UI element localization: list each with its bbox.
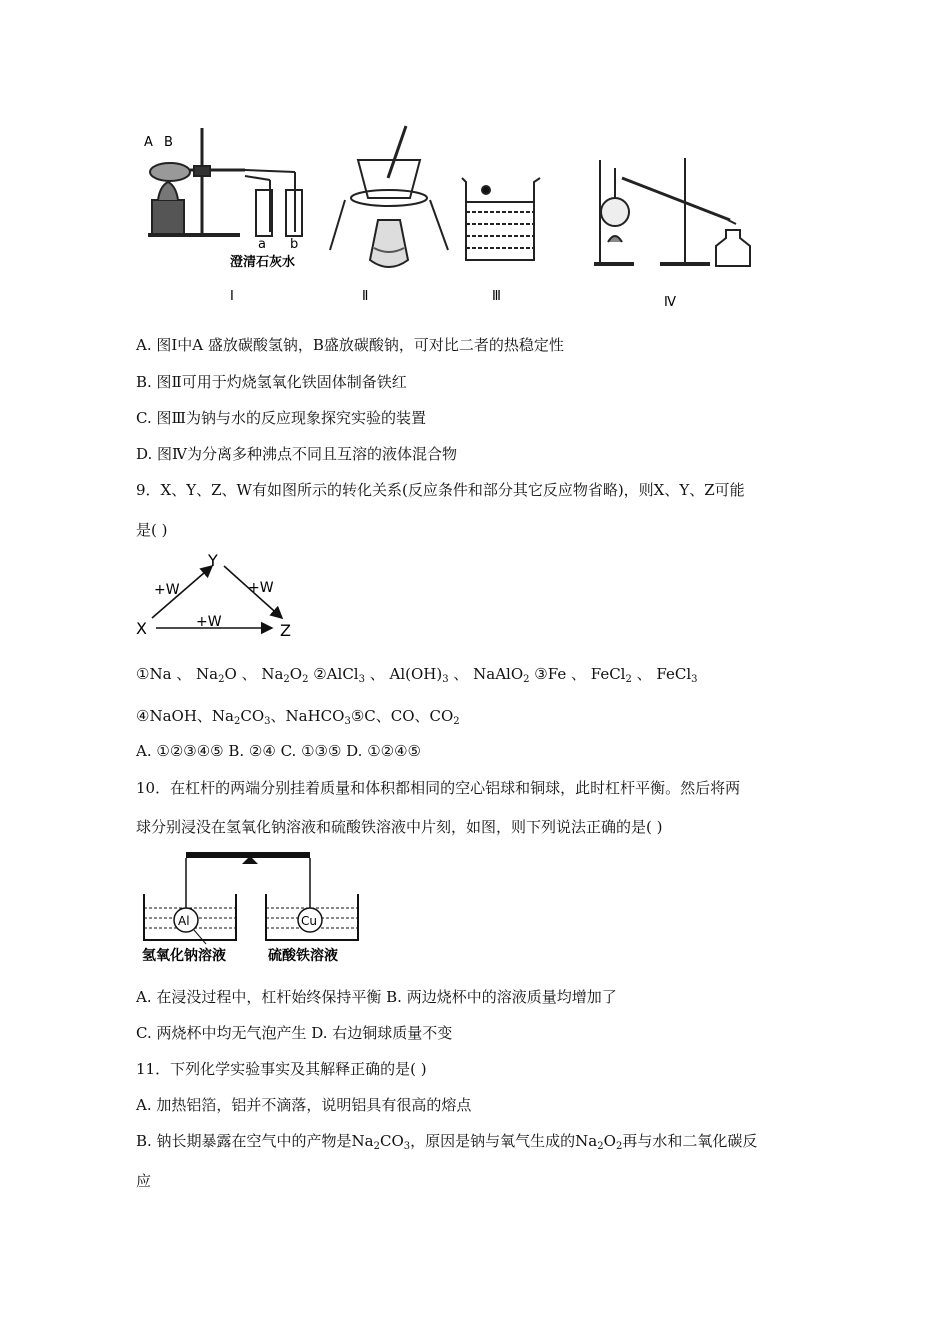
lever-beaker-figure xyxy=(138,848,368,968)
subscript: 2 xyxy=(523,674,530,685)
subscript: 2 xyxy=(233,716,241,727)
apparatus-2 xyxy=(330,126,448,267)
edge-label-xz: +W xyxy=(196,614,222,630)
subscript: 3 xyxy=(691,674,698,685)
subscript: 2 xyxy=(302,674,309,685)
subscript: 3 xyxy=(344,716,351,727)
numeral-4: Ⅳ xyxy=(664,295,676,310)
q9-answer-choices: A. ①②③④⑤ B. ②④ C. ①③⑤ D. ①②④⑤ xyxy=(136,742,421,760)
lever-bar xyxy=(186,852,310,858)
q11-optb-text: B. 钠长期暴露在空气中的产物是Na xyxy=(136,1132,374,1150)
q9-opt1-text-b: O 、 Na xyxy=(224,665,284,683)
subscript: 2 xyxy=(453,716,460,727)
subscript: 2 xyxy=(218,674,225,685)
node-y: Y xyxy=(208,552,218,570)
q11-option-b xyxy=(136,1131,757,1157)
node-x: X xyxy=(136,619,147,638)
q11-option-a: A. 加热铝箔，铝并不滴落，说明铝具有很高的熔点 xyxy=(136,1096,472,1114)
label-limewater: 澄清石灰水 xyxy=(230,255,296,270)
edge-label-xy: +W xyxy=(154,582,180,598)
ball-label-cu: Cu xyxy=(301,914,317,928)
q11-optb-text-e: 再与水和二氧化碳反 xyxy=(622,1132,758,1150)
subscript: 2 xyxy=(625,674,632,685)
q9-opt2-text: ②AlCl xyxy=(308,665,359,683)
q9-opt5-text: ⑤C、CO、CO xyxy=(350,707,454,725)
numeral-2: Ⅱ xyxy=(362,289,369,304)
q9-opt4-text-b: CO xyxy=(240,707,265,725)
q10-stem-line1: 10．在杠杆的两端分别挂着质量和体积都相同的空心铝球和铜球，此时杠杆平衡。然后将两 xyxy=(136,779,741,797)
label-b: b xyxy=(290,237,299,252)
right-solution-label: 硫酸铁溶液 xyxy=(268,948,338,964)
q11-option-b-cont: 应 xyxy=(136,1172,152,1190)
subscript: 3 xyxy=(264,716,271,727)
numeral-3: Ⅲ xyxy=(492,289,501,304)
subscript: 3 xyxy=(358,674,365,685)
subscript: 2 xyxy=(373,1141,381,1152)
q8-option-b: B. 图Ⅱ可用于灼烧氢氧化铁固体制备铁红 xyxy=(136,373,407,391)
edge-label-yz: +W xyxy=(248,580,274,596)
subscript: 2 xyxy=(615,1141,623,1152)
label-B: B xyxy=(164,135,173,150)
subscript: 3 xyxy=(442,674,449,685)
q8-option-a: A. 图Ⅰ中A 盛放碳酸氢钠，B盛放碳酸钠，可对比二者的热稳定性 xyxy=(136,336,564,354)
q9-stem-line2: 是( ) xyxy=(136,521,168,539)
numeral-1: Ⅰ xyxy=(230,289,234,304)
q9-opt3-text-b: 、 FeCl xyxy=(631,665,692,683)
apparatus-figure xyxy=(130,120,770,315)
q11-optb-text-d: O xyxy=(603,1132,616,1150)
q8-option-c: C. 图Ⅲ为钠与水的反应现象探究实验的装置 xyxy=(136,409,426,427)
subscript: 2 xyxy=(597,1141,604,1152)
node-z: Z xyxy=(280,621,291,640)
ball-label-al: Al xyxy=(178,914,190,928)
q11-optb-text-b: CO xyxy=(380,1132,404,1150)
q9-opt4-text: ④NaOH、Na xyxy=(136,707,234,725)
q9-opt4-text-c: 、NaHCO xyxy=(270,707,345,725)
q9-options-line1 xyxy=(136,664,698,690)
q10-stem-line2: 球分别浸没在氢氧化钠溶液和硫酸铁溶液中片刻，如图，则下列说法正确的是( ) xyxy=(136,818,663,836)
q9-opt1-text: ①Na 、 Na xyxy=(136,665,219,683)
q9-opt2-text-b: 、 Al(OH) xyxy=(364,665,443,683)
label-a: a xyxy=(258,237,266,252)
q10-options-cd: C. 两烧杯中均无气泡产生 D. 右边铜球质量不变 xyxy=(136,1024,453,1042)
q9-opt1-text-c: O xyxy=(289,665,303,683)
left-solution-label: 氢氧化钠溶液 xyxy=(142,948,226,964)
apparatus-4 xyxy=(594,158,750,266)
label-A: A xyxy=(144,135,153,150)
apparatus-3 xyxy=(462,178,540,260)
subscript: 2 xyxy=(283,674,290,685)
q11-optb-text-c: ，原因是钠与氧气生成的Na xyxy=(410,1132,598,1150)
q10-options-ab: A. 在浸没过程中，杠杆始终保持平衡 B. 两边烧杯中的溶液质量均增加了 xyxy=(136,988,617,1006)
q9-conversion-diagram xyxy=(134,552,304,642)
q8-option-d: D. 图Ⅳ为分离多种沸点不同且互溶的液体混合物 xyxy=(136,445,458,463)
q11-stem: 11．下列化学实验事实及其解释正确的是( ) xyxy=(136,1060,427,1078)
subscript: 3 xyxy=(403,1141,411,1152)
q9-opt2-text-c: 、 NaAlO xyxy=(448,665,524,683)
q9-opt3-text: ③Fe 、 FeCl xyxy=(529,665,626,683)
q9-options-line2 xyxy=(136,706,460,732)
q9-stem-line1: 9．X、Y、Z、W有如图所示的转化关系(反应条件和部分其它反应物省略)，则X、Y、Z可能 xyxy=(136,481,745,499)
